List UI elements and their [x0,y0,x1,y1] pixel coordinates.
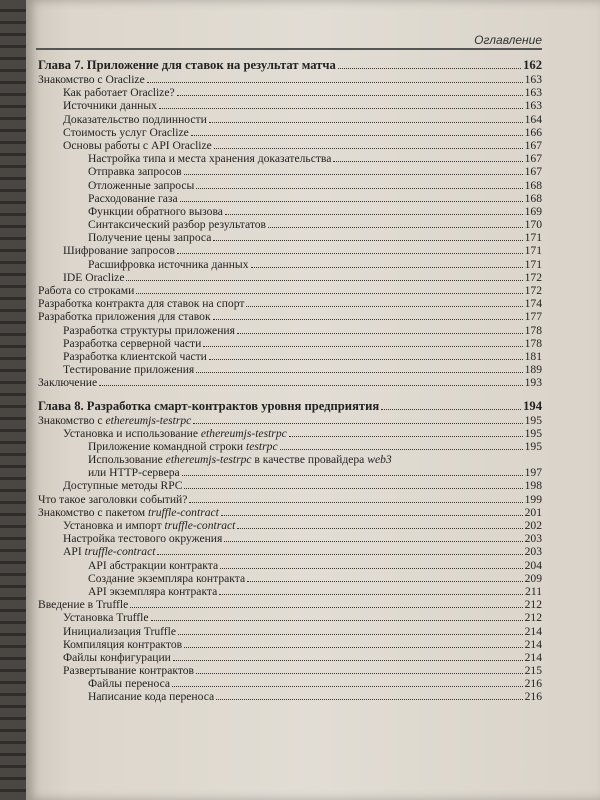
toc-entry-title-part: Знакомство с пакетом [38,505,149,519]
dot-leader [338,59,521,69]
dot-leader [180,192,523,202]
header-rule [36,48,542,50]
toc-entry-title: Отложенные запросы [88,178,195,192]
toc-page-number: 214 [524,624,542,638]
dot-leader [247,572,522,582]
toc-entry-title [38,506,219,519]
toc-entry-title [63,519,235,532]
toc-page-number: 202 [524,519,542,532]
toc-entry-title-italic: truffle-contract [84,545,156,559]
toc-entry-title-part: Установка и использование [63,426,201,440]
toc-entry[interactable] [38,99,542,112]
toc-entry[interactable] [38,677,542,690]
dot-leader [224,532,522,542]
toc-page-number: 181 [524,349,542,363]
toc-entry-title: API абстракции контракта [88,558,219,572]
toc-entry-title: Шифрование запросов [63,244,176,258]
toc-page-number: 215 [524,664,542,678]
toc-entry-title: Установка Truffle [63,611,149,625]
toc-entry-title: Разработка структуры приложения [63,323,235,337]
toc-page-number: 193 [524,376,542,390]
toc-page-number: 203 [524,532,542,546]
toc-entry[interactable] [38,611,542,624]
toc-page-number: 168 [524,191,542,205]
toc-entry-title: Расшифровка источника данных [88,257,249,271]
toc-page-number: 212 [524,611,542,625]
dot-leader [209,113,523,123]
dot-leader [289,427,523,437]
toc-chapter-heading[interactable] [38,399,542,414]
toc-entry[interactable] [38,598,542,611]
toc-page-number: 216 [524,690,542,704]
running-head: Оглавление [474,33,542,47]
toc-entry-title-part: Установка и импорт [63,519,165,532]
toc-page-number: 216 [524,677,542,691]
dot-leader [220,559,523,569]
toc-entry-title-part: API [63,545,85,559]
toc-entry-title [38,414,191,427]
toc-entry[interactable] [38,350,542,363]
dot-leader [184,479,522,489]
toc-entry-title: Инициализация Truffle [63,624,177,638]
toc-entry[interactable] [38,244,542,257]
toc-page-number: 172 [524,284,542,297]
dot-leader [209,350,523,360]
toc-entry-title: Файлы конфигурации [63,650,171,664]
toc-page-number: 177 [524,310,542,324]
toc-entry-title: Файлы переноса [88,677,170,691]
toc-entry-title-italic: truffle-contract [164,519,236,532]
toc-entry[interactable] [38,126,542,139]
dot-leader [237,324,523,334]
toc-entry-title: Источники данных [63,99,157,113]
dot-leader [136,284,522,294]
toc-entry-title-continuation: или HTTP-сервера [88,466,180,480]
toc-entry[interactable] [38,493,542,506]
dot-leader [280,440,523,450]
toc-entry[interactable] [38,231,542,244]
toc-entry-title: Разработка серверной части [63,336,202,350]
dot-leader [126,271,522,281]
dot-leader [159,99,523,109]
toc-entry-title: Заключение [38,376,98,390]
toc-page-number: 172 [524,270,542,284]
dot-leader [196,664,523,674]
dot-leader [189,493,522,503]
toc-entry-title: Глава 7. Приложение для ставок на результат матча [38,58,336,72]
toc-entry[interactable] [38,363,542,376]
toc-page-number: 167 [524,152,542,166]
toc-entry-title: Разработка приложения для ставок [38,310,211,324]
toc-page-number: 167 [524,165,542,179]
toc-page-number: 214 [524,650,542,664]
toc-page-number: 171 [524,244,542,258]
dot-leader [214,139,523,149]
dot-leader [203,337,522,347]
dot-leader [381,400,521,410]
toc-entry-title-italic: truffle-contract [148,505,219,519]
dot-leader [213,310,523,320]
toc-entry-title: Как работает Oraclize? [63,86,175,100]
toc-page-number: 168 [524,178,542,192]
toc-entry-title-part: Использование [88,453,166,467]
dot-leader [251,258,523,268]
toc-entry[interactable] [38,532,542,545]
toc-page-number: 211 [525,584,542,598]
toc-entry-title-italic: ethereumjs-testrpc [200,426,287,440]
toc-entry[interactable] [38,638,542,651]
toc-entry-title-part: в качестве провайдера [251,453,368,467]
toc-entry[interactable] [38,559,542,572]
toc-page-number: 214 [524,637,542,651]
toc-page-number: 162 [523,58,542,72]
toc-entry-title: Разработка клиентской части [63,349,207,363]
toc-page-number: 189 [524,363,542,377]
toc-entry-title-italic: testrpc [246,439,278,453]
toc-entry[interactable] [38,324,542,337]
book-page [26,0,600,800]
toc-entry[interactable] [38,337,542,350]
toc-entry-title: Глава 8. Разработка смарт-контрактов уровня предприятия [38,398,380,413]
toc-entry[interactable] [38,376,542,389]
toc-entry-title: Настройка тестового окружения [63,532,223,546]
toc-entry-title-italic: ethereumjs-testrpc [105,413,192,427]
toc-page-number: 166 [524,125,542,139]
toc-page-number: 199 [524,492,542,506]
toc-entry-title-part: Приложение командной строки [88,439,247,453]
toc-page-number: 197 [524,466,542,480]
toc-page-number: 171 [524,231,542,245]
dot-leader [157,545,522,555]
toc-page-number: 163 [524,86,542,100]
toc-entry[interactable] [38,545,542,558]
toc-entry[interactable] [38,179,542,192]
toc-entry-title: Тестирование приложения [63,363,195,377]
dot-leader [173,651,523,661]
toc-entry[interactable] [38,453,542,466]
toc-chapter-heading[interactable] [38,58,542,73]
toc-entry[interactable] [38,139,542,152]
toc-entry-title-italic: ethereumjs-testrpc [165,453,252,467]
toc-entry-title: Стоимость услуг Oraclize [63,125,189,139]
dot-leader [182,466,523,476]
dot-leader [99,376,522,386]
dot-leader [196,179,522,189]
dot-leader [246,297,522,307]
toc-entry-title-italic: web3 [367,453,392,467]
toc-entry-title-part: Знакомство с [38,413,106,427]
toc-page-number: 163 [524,99,542,113]
toc-page-number: 164 [524,112,542,126]
toc-page-number: 204 [524,558,542,572]
toc-entry[interactable] [38,572,542,585]
toc-page-number: 195 [524,426,542,440]
toc-page-number: 178 [524,336,542,350]
toc-entry[interactable] [38,192,542,205]
toc-entry-title: IDE Oraclize [63,270,125,284]
toc-entry-title [88,453,392,466]
toc-entry-title: Знакомство с Oraclize [38,73,145,86]
toc-page-number: 203 [524,545,542,559]
toc-entry-title: Получение цены запроса [88,231,212,245]
toc-entry-title: Настройка типа и места хранения доказательства [88,152,332,166]
toc-entry[interactable] [38,506,542,519]
dot-leader [193,414,522,424]
toc-entry[interactable] [38,271,542,284]
toc-entry-title: Разработка контракта для ставок на спорт [38,297,245,311]
toc-entry[interactable] [38,651,542,664]
toc-entry[interactable] [38,152,542,165]
toc-page-number: 195 [524,413,542,427]
toc-page-number: 163 [524,73,542,86]
toc-entry[interactable] [38,258,542,271]
toc-entry[interactable] [38,297,542,310]
toc-entry[interactable] [38,519,542,532]
dot-leader [184,165,523,175]
toc-entry[interactable] [38,165,542,178]
dot-leader [191,126,523,136]
dot-leader [237,519,522,529]
dot-leader [177,86,523,96]
toc-entry[interactable] [38,310,542,323]
toc-entry-title: Что такое заголовки событий? [38,492,188,506]
dot-leader [178,625,523,635]
dot-leader [196,363,522,373]
dot-leader [213,231,522,241]
table-of-contents [38,58,542,704]
toc-page-number: 174 [524,297,542,311]
toc-entry-title: Доказательство подлинности [63,112,207,126]
toc-entry[interactable] [38,427,542,440]
toc-entry-title: Компиляция контрактов [63,637,183,651]
toc-entry-title: Работа со строками [38,284,135,297]
toc-entry[interactable] [38,479,542,492]
toc-page-number: 195 [524,439,542,453]
dot-leader [151,611,523,621]
chapter-gap [38,390,542,399]
toc-page-number: 212 [524,598,542,612]
toc-page-number: 198 [524,479,542,493]
toc-entry-continuation[interactable] [38,466,542,479]
toc-entry[interactable] [38,690,542,703]
toc-entry[interactable] [38,73,542,86]
toc-page-number: 201 [524,505,542,519]
toc-entry[interactable] [38,414,542,427]
toc-entry-title: API экземпляра контракта [88,584,218,598]
dot-leader [268,218,523,228]
toc-entry-title: Функции обратного вызова [88,204,223,218]
dot-leader [216,690,522,700]
dot-leader [225,205,523,215]
toc-entry-title [88,440,278,453]
toc-entry-title [63,545,155,558]
dot-leader [333,152,522,162]
toc-entry-title: Развертывание контрактов [63,664,195,678]
toc-page-number: 194 [523,398,542,413]
toc-entry-title [63,427,287,440]
toc-entry[interactable] [38,205,542,218]
toc-page-number: 178 [524,323,542,337]
toc-entry[interactable] [38,218,542,231]
toc-page-number: 209 [524,571,542,585]
toc-page-number: 171 [524,257,542,271]
dot-leader [147,73,523,83]
toc-page-number: 169 [524,204,542,218]
dot-leader [172,677,523,687]
toc-entry-title: Основы работы с API Oraclize [63,138,212,152]
dot-leader [184,638,523,648]
toc-entry[interactable] [38,585,542,598]
toc-entry-title: Создание экземпляра контракта [88,571,246,585]
toc-entry-title: Синтаксический разбор результатов [88,218,267,232]
dot-leader [221,506,523,516]
toc-entry[interactable] [38,284,542,297]
toc-entry[interactable] [38,113,542,126]
toc-entry-title: Написание кода переноса [88,690,215,704]
toc-page-number: 167 [524,138,542,152]
dot-leader [219,585,523,595]
toc-entry-title: Расходование газа [88,191,178,205]
toc-entry-title: Доступные методы RPC [63,479,183,493]
toc-page-number: 170 [524,218,542,232]
dot-leader [177,244,523,254]
toc-entry-title: Введение в Truffle [38,598,129,612]
toc-entry[interactable] [38,664,542,677]
toc-entry[interactable] [38,440,542,453]
toc-entry[interactable] [38,86,542,99]
toc-entry-title: Отправка запросов [88,165,182,179]
dot-leader [130,598,522,608]
toc-entry[interactable] [38,625,542,638]
